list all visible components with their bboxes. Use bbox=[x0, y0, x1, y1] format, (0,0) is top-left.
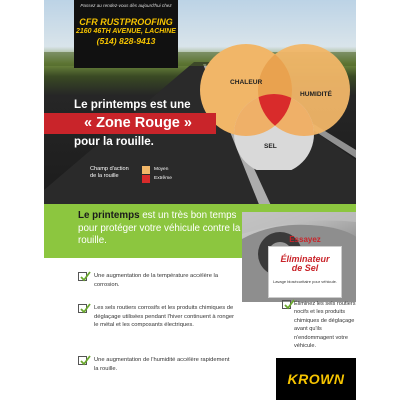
bullet-text: Une augmentation de l'humidité accélère rapidement la rouille. bbox=[94, 357, 230, 372]
legend-swatch-extreme bbox=[142, 175, 150, 183]
product-benefit-text: Éliminez les sels routiers nocifs et les produits chimiques de déglaçage avant qu'ils n'endommagent votre véhicule. bbox=[294, 301, 356, 349]
bullet-text: Une augmentation de la température accélère la corrosion. bbox=[94, 273, 219, 288]
headline-line1: Le printemps est une bbox=[74, 98, 191, 111]
dealer-name: CFR RUSTPROOFING bbox=[79, 16, 173, 27]
product-tagline: Lavage biosécuritaire pour véhicule. bbox=[272, 279, 338, 284]
band-text bbox=[78, 210, 248, 248]
rust-venn-diagram bbox=[194, 38, 356, 170]
hero-banner bbox=[44, 0, 356, 212]
checkbox-icon bbox=[78, 304, 87, 313]
flyer bbox=[44, 0, 356, 400]
legend-title-2: de la rouille bbox=[90, 173, 119, 180]
product-brand-line2: de Sel bbox=[291, 263, 319, 274]
band-rest: est un très bon temps pour protéger votre véhicule contre la rouille. bbox=[78, 210, 241, 247]
bullet-text: Les sels routiers corrosifs et les produits chimiques de déglaçage utilisées pendant l'hiver continuent à ronger le métal et les composants électriques. bbox=[94, 305, 235, 329]
legend-title-1: Champ d'action bbox=[90, 166, 129, 172]
band-bold: Le printemps bbox=[78, 210, 140, 221]
rust-legend bbox=[90, 166, 172, 181]
product-panel bbox=[242, 212, 356, 302]
legend-label-moyen: Moyen bbox=[154, 167, 169, 172]
venn-label-chaleur: CHALEUR bbox=[230, 79, 263, 86]
headline-line3: pour la rouille. bbox=[74, 134, 154, 148]
venn-label-sel: SEL bbox=[264, 143, 277, 150]
dealer-contact-box bbox=[74, 0, 178, 68]
product-try-label: Essayez bbox=[289, 235, 321, 244]
headline bbox=[74, 98, 216, 149]
headline-zone-rouge: « Zone Rouge » bbox=[44, 113, 216, 133]
logo-wordmark: KROWN bbox=[287, 371, 345, 387]
venn-label-humidite: HUMIDITÉ bbox=[300, 91, 332, 98]
dealer-phone: (514) 828-9413 bbox=[96, 35, 156, 46]
product-card bbox=[268, 235, 342, 298]
legend-swatch-moyen bbox=[142, 166, 150, 174]
product-brand-line1: Éliminateur bbox=[280, 254, 330, 264]
checkbox-icon bbox=[282, 300, 291, 309]
checkbox-icon bbox=[78, 272, 87, 281]
krown-logo bbox=[276, 358, 356, 400]
dealer-address: 2160 46TH AVENUE, LACHINE bbox=[76, 27, 176, 35]
contact-intro: Passez au rendez-vous dès aujourd'hui chez bbox=[80, 3, 172, 8]
checkbox-icon bbox=[78, 356, 87, 365]
legend-label-extreme: Extrême bbox=[154, 176, 172, 181]
product-brand bbox=[269, 255, 341, 274]
